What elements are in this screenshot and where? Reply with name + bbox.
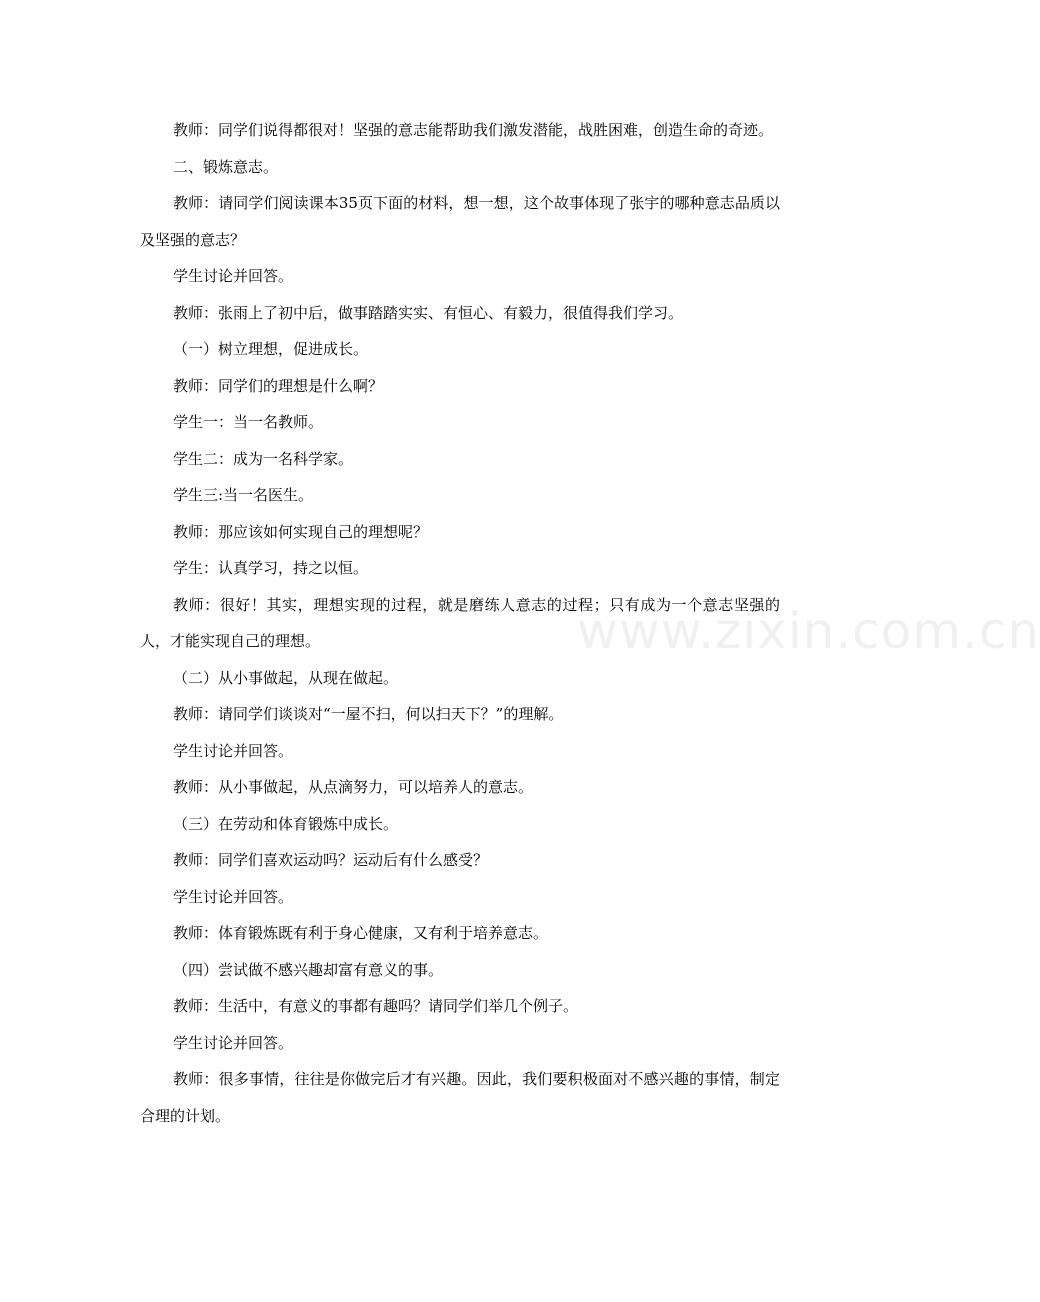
paragraph-student-three: 学生三:当一名医生。 [173, 486, 314, 504]
watermark-text: www.zixin.com.cn [577, 602, 1040, 660]
paragraph-teacher-sports-benefit: 教师：体育锻炼既有利于身心健康，又有利于培养意志。 [173, 924, 549, 942]
subheading-4-uninteresting-things: （四）尝试做不感兴趣却富有意义的事。 [173, 960, 444, 979]
document-body [140, 112, 780, 1134]
paragraph-teacher-ideal-question: 教师：同学们的理想是什么啊？ [173, 376, 384, 395]
paragraph-student-discussion: 学生讨论并回答。 [173, 741, 294, 760]
subheading-3-labor-sports: （三）在劳动和体育锻炼中成长。 [173, 814, 399, 833]
subheading-2-small-things: （二）从小事做起，从现在做起。 [173, 668, 399, 687]
section-heading-exercise-will: 二、锻炼意志。 [173, 157, 279, 176]
paragraph-teacher-conclusion: 教师：同学们说得都很对！坚强的意志能帮助我们激发潜能，战胜困难，创造生命的奇迹。 [173, 121, 774, 139]
paragraph-student-discussion: 学生讨论并回答。 [173, 1033, 294, 1052]
paragraph-teacher-small-efforts: 教师：从小事做起，从点滴努力，可以培养人的意志。 [173, 778, 534, 796]
paragraph-teacher-reading-task: 教师：请同学们阅读课本35页下面的材料，想一想，这个故事体现了张宇的哪种意志品质以及坚强的意志？ [140, 194, 780, 249]
paragraph-teacher-how-realize: 教师：那应该如何实现自己的理想呢？ [173, 522, 429, 541]
paragraph-student-discussion: 学生讨论并回答。 [173, 887, 294, 906]
subheading-1-ideals: （一）树立理想，促进成长。 [173, 340, 369, 358]
paragraph-teacher-meaningful-question: 教师：生活中，有意义的事都有趣吗？请同学们举几个例子。 [173, 997, 579, 1015]
paragraph-teacher-plan: 教师：很多事情，往往是你做完后才有兴趣。因此，我们要积极面对不感兴趣的事情，制定合理的计划。 [140, 1070, 780, 1125]
paragraph-student-two: 学生二：成为一名科学家。 [173, 449, 354, 468]
paragraph-student-one: 学生一：当一名教师。 [173, 413, 324, 431]
paragraph-student-answer: 学生：认真学习，持之以恒。 [173, 559, 369, 577]
paragraph-student-discussion: 学生讨论并回答。 [173, 267, 294, 285]
paragraph-teacher-sports-question: 教师：同学们喜欢运动吗？运动后有什么感受？ [173, 851, 489, 869]
paragraph-teacher-good: 教师：很好！其实，理想实现的过程，就是磨练人意志的过程；只有成为一个意志坚强的人，才能实现自己的理想。 [140, 595, 780, 650]
paragraph-teacher-zhangyu: 教师：张雨上了初中后，做事踏踏实实、有恒心、有毅力，很值得我们学习。 [173, 303, 684, 322]
paragraph-teacher-sweep-question: 教师：请同学们谈谈对“一屋不扫，何以扫天下？”的理解。 [173, 705, 564, 723]
